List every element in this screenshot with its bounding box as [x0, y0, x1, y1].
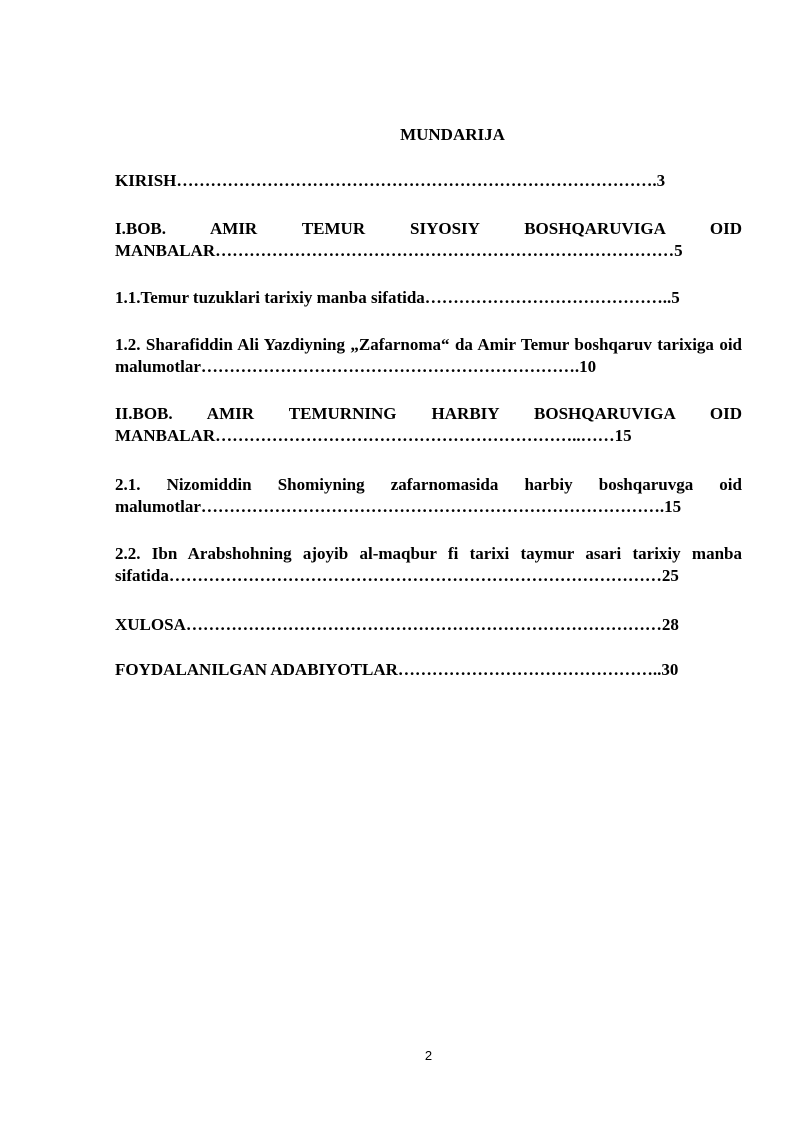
- page-number: 2: [424, 1048, 433, 1063]
- toc-entry-bibliography: FOYDALANILGAN ADABIYOTLAR………………………………………..30: [115, 660, 679, 679]
- page-title: MUNDARIJA: [400, 125, 505, 144]
- toc-entry-section-2-2: 2.2. Ibn Arabshohning ajoyib al-maqbur fi tarixi taymur asari tarixiy manba sifatida……………………………………………………………………………25: [115, 544, 742, 585]
- toc-entry-section-2-1: 2.1. Nizomiddin Shomiyning zafarnomasida harbiy boshqaruvga oid malumotlar……………………………………………………………………….15: [115, 475, 742, 516]
- toc-entry-xulosa: XULOSA…………………………………………………………………………28: [115, 615, 679, 634]
- toc-entry-chapter-1: I.BOB. AMIR TEMUR SIYOSIY BOSHQARUVIGA OID MANBALAR………………………………………………………………………5: [115, 219, 742, 260]
- toc-entry-chapter-2: II.BOB. AMIR TEMURNING HARBIY BOSHQARUVIGA OID MANBALAR………………………………………………………..……15: [115, 404, 742, 445]
- toc-entry-kirish: KIRISH………………………………………………………………………….3: [115, 171, 666, 190]
- toc-entry-section-1-2: 1.2. Sharafiddin Ali Yazdiyning „Zafarnoma“ da Amir Temur boshqaruv tarixiga oid malumotlar………………………………………………………….10: [115, 335, 742, 376]
- toc-entry-section-1-1: 1.1.Temur tuzuklari tarixiy manba sifatida……………………………………..5: [115, 288, 680, 307]
